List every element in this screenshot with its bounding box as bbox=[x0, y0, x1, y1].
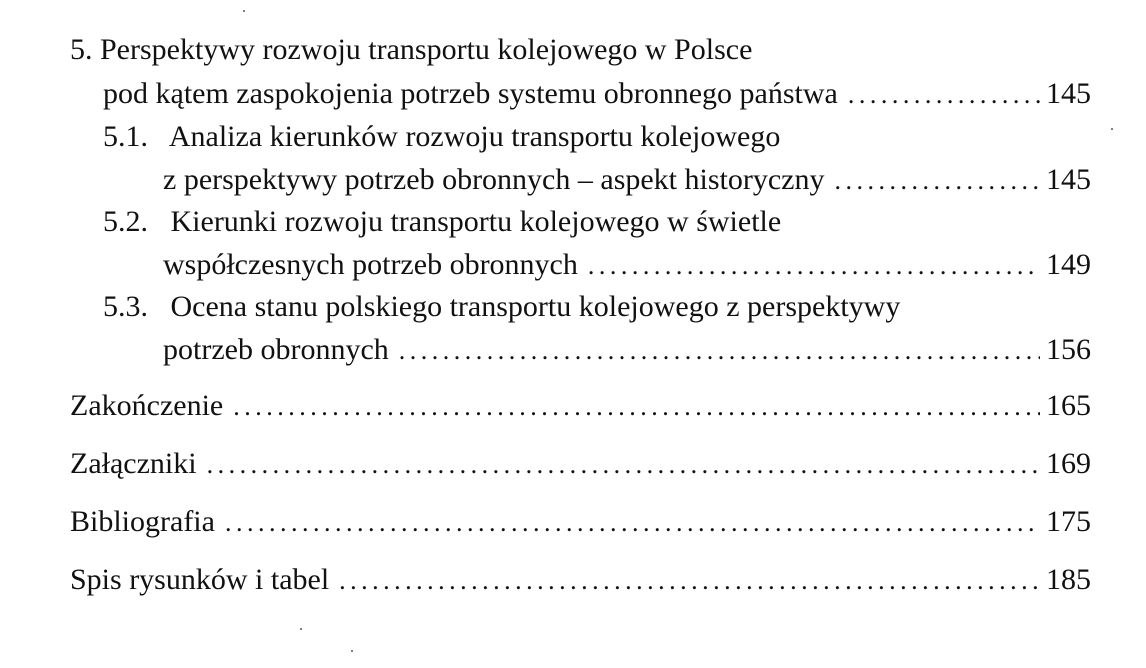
toc-page-number: 156 bbox=[1046, 333, 1091, 366]
toc-entry-title-cont: współczesnych potrzeb obronnych bbox=[163, 248, 578, 281]
dot-leader bbox=[848, 75, 1040, 115]
toc-entry-bibliography[interactable] bbox=[70, 502, 1091, 542]
toc-entry-title-cont: pod kątem zaspokojenia potrzeb systemu obronnego państwa bbox=[103, 77, 838, 110]
toc-entry-5-3-line1 bbox=[103, 287, 900, 327]
toc-page-number: 145 bbox=[1046, 163, 1091, 196]
scan-speck bbox=[300, 628, 302, 630]
toc-entry-title: Spis rysunków i tabel bbox=[70, 563, 330, 596]
dot-leader bbox=[834, 161, 1040, 201]
scan-speck bbox=[351, 650, 353, 652]
toc-entry-5-2-line2[interactable] bbox=[163, 245, 1091, 285]
toc-entry-conclusion[interactable] bbox=[70, 386, 1091, 426]
toc-page-number: 185 bbox=[1046, 563, 1091, 596]
toc-entry-number: 5.1. bbox=[103, 120, 148, 153]
dot-leader bbox=[588, 246, 1040, 286]
toc-entry-figures-tables[interactable] bbox=[70, 560, 1091, 600]
toc-entry-title: Załączniki bbox=[70, 447, 197, 480]
toc-page-number: 149 bbox=[1046, 248, 1091, 281]
scan-speck bbox=[243, 10, 245, 12]
toc-entry-title-cont: potrzeb obronnych bbox=[163, 333, 389, 366]
dot-leader bbox=[207, 445, 1040, 485]
toc-entry-title-cont: z perspektywy potrzeb obronnych – aspekt historyczny bbox=[163, 163, 825, 196]
toc-entry-5-1-line1 bbox=[103, 117, 780, 157]
toc-entry-number: 5.3. bbox=[103, 290, 148, 323]
toc-entry-number: 5. bbox=[70, 33, 93, 66]
dot-leader bbox=[399, 331, 1040, 371]
toc-entry-5-line2[interactable] bbox=[103, 74, 1091, 114]
toc-entry-title: Analiza kierunków rozwoju transportu kolejowego bbox=[168, 120, 781, 153]
toc-entry-5-2-line1 bbox=[103, 202, 781, 242]
toc-page-number: 165 bbox=[1046, 389, 1091, 422]
dot-leader bbox=[233, 387, 1040, 427]
toc-entry-5-line1 bbox=[70, 30, 752, 70]
toc-entry-number: 5.2. bbox=[103, 205, 148, 238]
toc-entry-title: Kierunki rozwoju transportu kolejowego w świetle bbox=[170, 205, 782, 238]
toc-entry-title: Bibliografia bbox=[70, 505, 215, 538]
dot-leader bbox=[339, 561, 1040, 601]
toc-page-number: 175 bbox=[1046, 505, 1091, 538]
toc-entry-appendices[interactable] bbox=[70, 444, 1091, 484]
toc-entry-title: Perspektywy rozwoju transportu kolejowego w Polsce bbox=[100, 33, 753, 66]
toc-entry-title: Ocena stanu polskiego transportu kolejowego z perspektywy bbox=[170, 290, 901, 323]
toc-page-number: 169 bbox=[1046, 447, 1091, 480]
toc-entry-5-1-line2[interactable] bbox=[163, 160, 1091, 200]
toc-entry-5-3-line2[interactable] bbox=[163, 330, 1091, 370]
dot-leader bbox=[225, 503, 1040, 543]
toc-page-number: 145 bbox=[1046, 77, 1091, 110]
toc-entry-title: Zakończenie bbox=[70, 389, 224, 422]
scan-speck bbox=[1111, 128, 1113, 130]
